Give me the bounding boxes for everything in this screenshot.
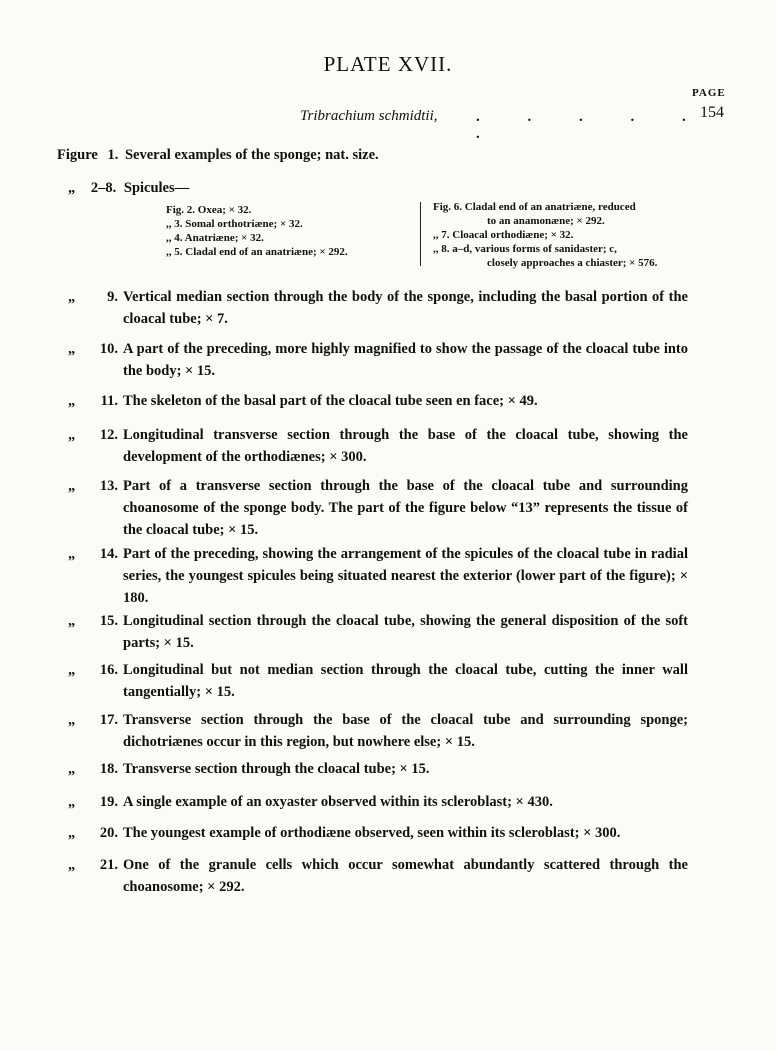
figure-1-entry [57, 144, 697, 166]
entry-text: Part of a transverse section through the base of the cloacal tube and surrounding choanosome of the sponge body. The part of the figure below “13” represents the tissue of the cloacal tube; × 15. [123, 478, 688, 538]
spicule-item: ,, 5. Cladal end of an anatriæne; × 292. [166, 246, 348, 258]
spicules-label: Spicules— [123, 180, 190, 196]
entry-number: 11. [100, 393, 118, 409]
ditto-mark: „ [68, 761, 76, 777]
ditto-mark: „ [68, 427, 76, 443]
spicule-item: to an anamonæne; × 292. [487, 215, 605, 227]
figure-label: Figure [57, 147, 98, 163]
entry-text: Longitudinal but not median section through the cloacal tube, cutting the inner wall tangentially; × 15. [123, 662, 688, 700]
figure-1-text: Several examples of the sponge; nat. size. [124, 147, 379, 163]
entry-number: 21. [99, 857, 118, 873]
ditto-mark: „ [68, 341, 76, 357]
entry-number: 14. [99, 546, 118, 562]
spicule-item: Fig. 6. Cladal end of an anatriæne, reduced [433, 201, 636, 213]
entry-text: The skeleton of the basal part of the cloacal tube seen en face; × 49. [123, 393, 538, 409]
entry-number: 12. [99, 427, 118, 443]
entry-text: Vertical median section through the body of the sponge, including the basal portion of the cloacal tube; × 7. [123, 289, 688, 327]
ditto-mark: „ [68, 546, 76, 562]
ditto-mark: „ [68, 857, 76, 873]
entry-text: Part of the preceding, showing the arrangement of the spicules of the cloacal tube in radial series, the youngest spicules being situated nearest the exterior (lower part of the figure); × 180. [123, 546, 688, 606]
entry-text: A single example of an oxyaster observed within its scleroblast; × 430. [123, 794, 553, 810]
species-index-row [300, 104, 730, 142]
spicules-entry [68, 177, 688, 199]
entry-number: 9. [107, 289, 118, 305]
entry-number: 19. [99, 794, 118, 810]
spicule-item: ,, 4. Anatriæne; × 32. [166, 232, 264, 244]
ditto-mark: „ [68, 180, 76, 196]
spicule-item: ,, 7. Cloacal orthodiæne; × 32. [433, 229, 574, 241]
spicules-list-right [433, 200, 657, 270]
entry-text: A part of the preceding, more highly magnified to show the passage of the cloacal tube into the body; × 15. [123, 341, 688, 379]
ditto-mark: „ [68, 712, 76, 728]
plate-title: PLATE XVII. [323, 52, 453, 76]
species-page-number: 154 [700, 104, 724, 121]
entry-number: 20. [99, 825, 118, 841]
ditto-mark: „ [68, 825, 76, 841]
leader-dots: . . . . . . [476, 109, 708, 142]
entry-text: The youngest example of orthodiæne observed, seen within its scleroblast; × 300. [123, 825, 621, 841]
entry-number: 17. [99, 712, 118, 728]
ditto-mark: „ [68, 478, 76, 494]
ditto-mark: „ [68, 393, 76, 409]
entry-number: 10. [99, 341, 118, 357]
species-name: Tribrachium schmidtii, [300, 108, 438, 124]
entry-text: Transverse section through the cloacal tube; × 15. [123, 761, 430, 777]
ditto-mark: „ [68, 794, 76, 810]
entry-text: Longitudinal transverse section through the base of the cloacal tube, showing the development of the orthodiænes; × 300. [123, 427, 688, 465]
figure-1-number: 1. [107, 147, 119, 163]
column-divider [420, 202, 421, 266]
spicule-item: closely approaches a chiaster; × 576. [487, 257, 658, 269]
spicule-item: Fig. 2. Oxea; × 32. [166, 204, 252, 216]
ditto-mark: „ [68, 289, 76, 305]
entry-number: 13. [99, 478, 118, 494]
spicule-item: ,, 3. Somal orthotriæne; × 32. [166, 218, 303, 230]
ditto-mark: „ [68, 662, 76, 678]
ditto-mark: „ [68, 613, 76, 629]
entry-text: Transverse section through the base of the cloacal tube and surrounding sponge; dichotriænes occur in this region, but nowhere else; × 15. [123, 712, 688, 750]
entry-text: One of the granule cells which occur somewhat abundantly scattered through the choanosome; × 292. [123, 857, 688, 895]
entry-text: Longitudinal section through the cloacal tube, showing the general disposition of the soft parts; × 15. [123, 613, 688, 651]
spicules-number: 2–8. [90, 180, 117, 196]
spicule-item: ,, 8. a–d, various forms of sanidaster; c, [433, 243, 617, 255]
page-column-label: PAGE [692, 87, 726, 99]
entry-number: 18. [99, 761, 118, 777]
entry-number: 15. [99, 613, 118, 629]
spicules-list-left [166, 203, 348, 259]
entry-number: 16. [99, 662, 118, 678]
